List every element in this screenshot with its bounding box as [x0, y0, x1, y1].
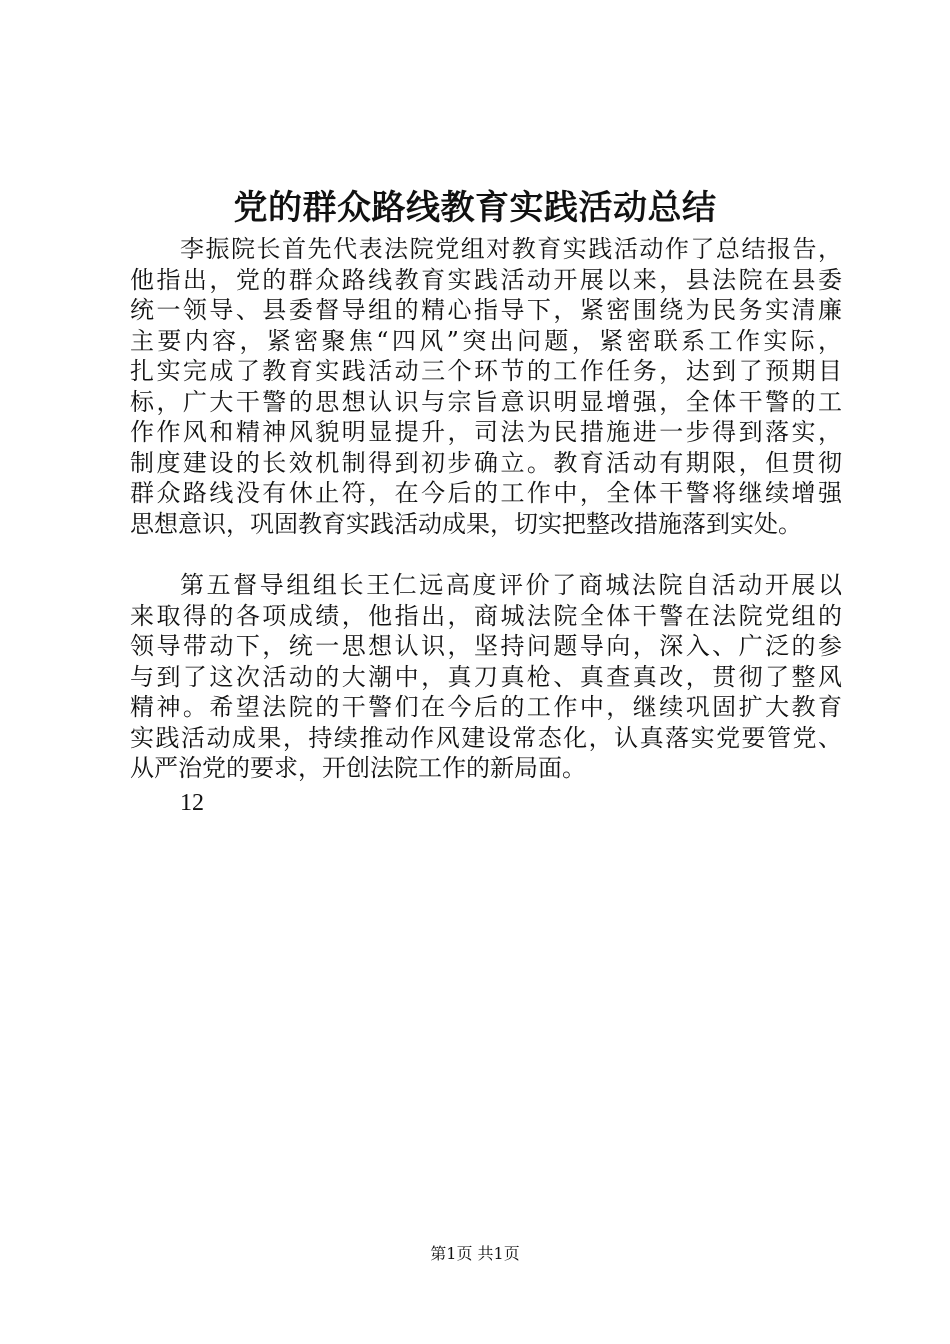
paragraph-1-line: 主要内容，紧密聚焦“四风”突出问题，紧密联系工作实际，: [130, 326, 842, 355]
paragraph-1-line: 制度建设的长效机制得到初步确立。教育活动有期限，但贯彻: [130, 448, 842, 477]
paragraph-1-line: 群众路线没有休止符，在今后的工作中，全体干警将继续增强: [130, 479, 842, 507]
paragraph-2-line: 从严治党的要求，开创法院工作的新局面。: [130, 754, 586, 782]
paragraph-2: [130, 570, 842, 784]
paragraph-1-line: 思想意识，巩固教育实践活动成果，切实把整改措施落到实处。: [130, 509, 802, 538]
paragraph-2-line: 实践活动成果，持续推动作风建设常态化，认真落实党要管党、: [130, 723, 842, 752]
document-title: 党的群众路线教育实践活动总结: [233, 188, 717, 228]
paragraph-1-line: 作作风和精神风貌明显提升，司法为民措施进一步得到落实，: [130, 418, 842, 446]
paragraph-1-line: 扎实完成了教育实践活动三个环节的工作任务，达到了预期目: [130, 357, 842, 385]
paragraph-1-line: 李振院长首先代表法院党组对教育实践活动作了总结报告，: [180, 235, 842, 263]
paragraph-2-line: 精神。希望法院的干警们在今后的工作中，继续巩固扩大教育: [130, 693, 842, 721]
paragraph-2-line: 第五督导组组长王仁远高度评价了商城法院自活动开展以: [180, 571, 842, 599]
page-footer: 第1页 共1页: [430, 1244, 520, 1263]
paragraph-2-line: 与到了这次活动的大潮中，真刀真枪、真查真改，贯彻了整风: [130, 662, 842, 691]
paragraph-1-line: 统一领导、县委督导组的精心指导下，紧密围绕为民务实清廉: [130, 296, 842, 324]
paragraph-1-line: 他指出，党的群众路线教育实践活动开展以来，县法院在县委: [130, 265, 842, 294]
trailing-number: 12: [180, 790, 204, 816]
paragraph-1: [130, 234, 842, 539]
paragraph-2-line: 来取得的各项成绩，他指出，商城法院全体干警在法院党组的: [130, 601, 842, 630]
paragraph-1-line: 标，广大干警的思想认识与宗旨意识明显增强，全体干警的工: [130, 387, 842, 416]
paragraph-2-line: 领导带动下，统一思想认识，坚持问题导向，深入、广泛的参: [130, 632, 842, 660]
